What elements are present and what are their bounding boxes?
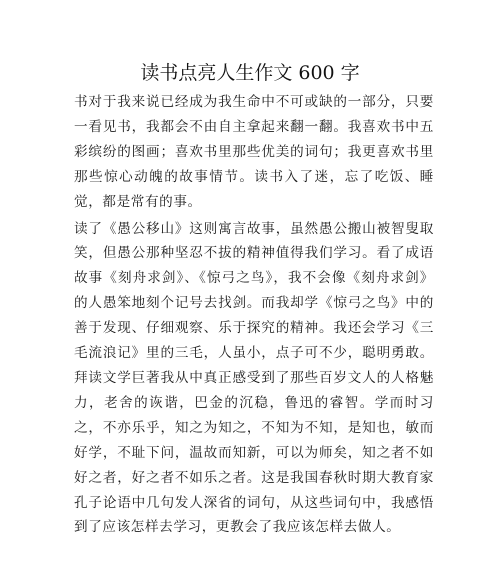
paragraph-1: 书对于我来说已经成为我生命中不可或缺的一部分，只要一看见书，我都会不由自主拿起来翻一翻。我喜欢书中五彩缤纷的图画；喜欢书里那些优美的词句；我更喜欢书里那些惊心动魄的故事情节。读书入了迷，忘了吃饭、睡觉，都是常有的事。 [74, 94, 434, 210]
document-body [74, 90, 434, 540]
paragraph-2: 读了《愚公移山》这则寓言故事，虽然愚公搬山被智叟取笑，但愚公那种坚忍不拔的精神值得我们学习。看了成语故事《刻舟求剑》、《惊弓之鸟》，我不会像《刻舟求剑》的人愚笨地刻个记号去找剑。而我却学《惊弓之鸟》中的善于发现、仔细观察、乐于探究的精神。我还会学习《三毛流浪记》里的三毛，人虽小，点子可不少，聪明勇敢。拜读文学巨著我从中真正感受到了那些百岁文人的人格魅力，老舍的诙谐，巴金的沉稳，鲁迅的睿智。学而时习之，不亦乐乎，知之为知之，不知为不知，是知也，敏而好学，不耻下问，温故而知新，可以为师矣，知之者不如好之者，好之者不如乐之者。这是我国春秋时期大教育家孔子论语中几句发人深省的词句，从这些词句中，我感悟到了应该怎样去学习，更教会了我应该怎样去做人。 [74, 220, 434, 536]
document-title: 读书点亮人生作文 600 字 [140, 62, 360, 84]
